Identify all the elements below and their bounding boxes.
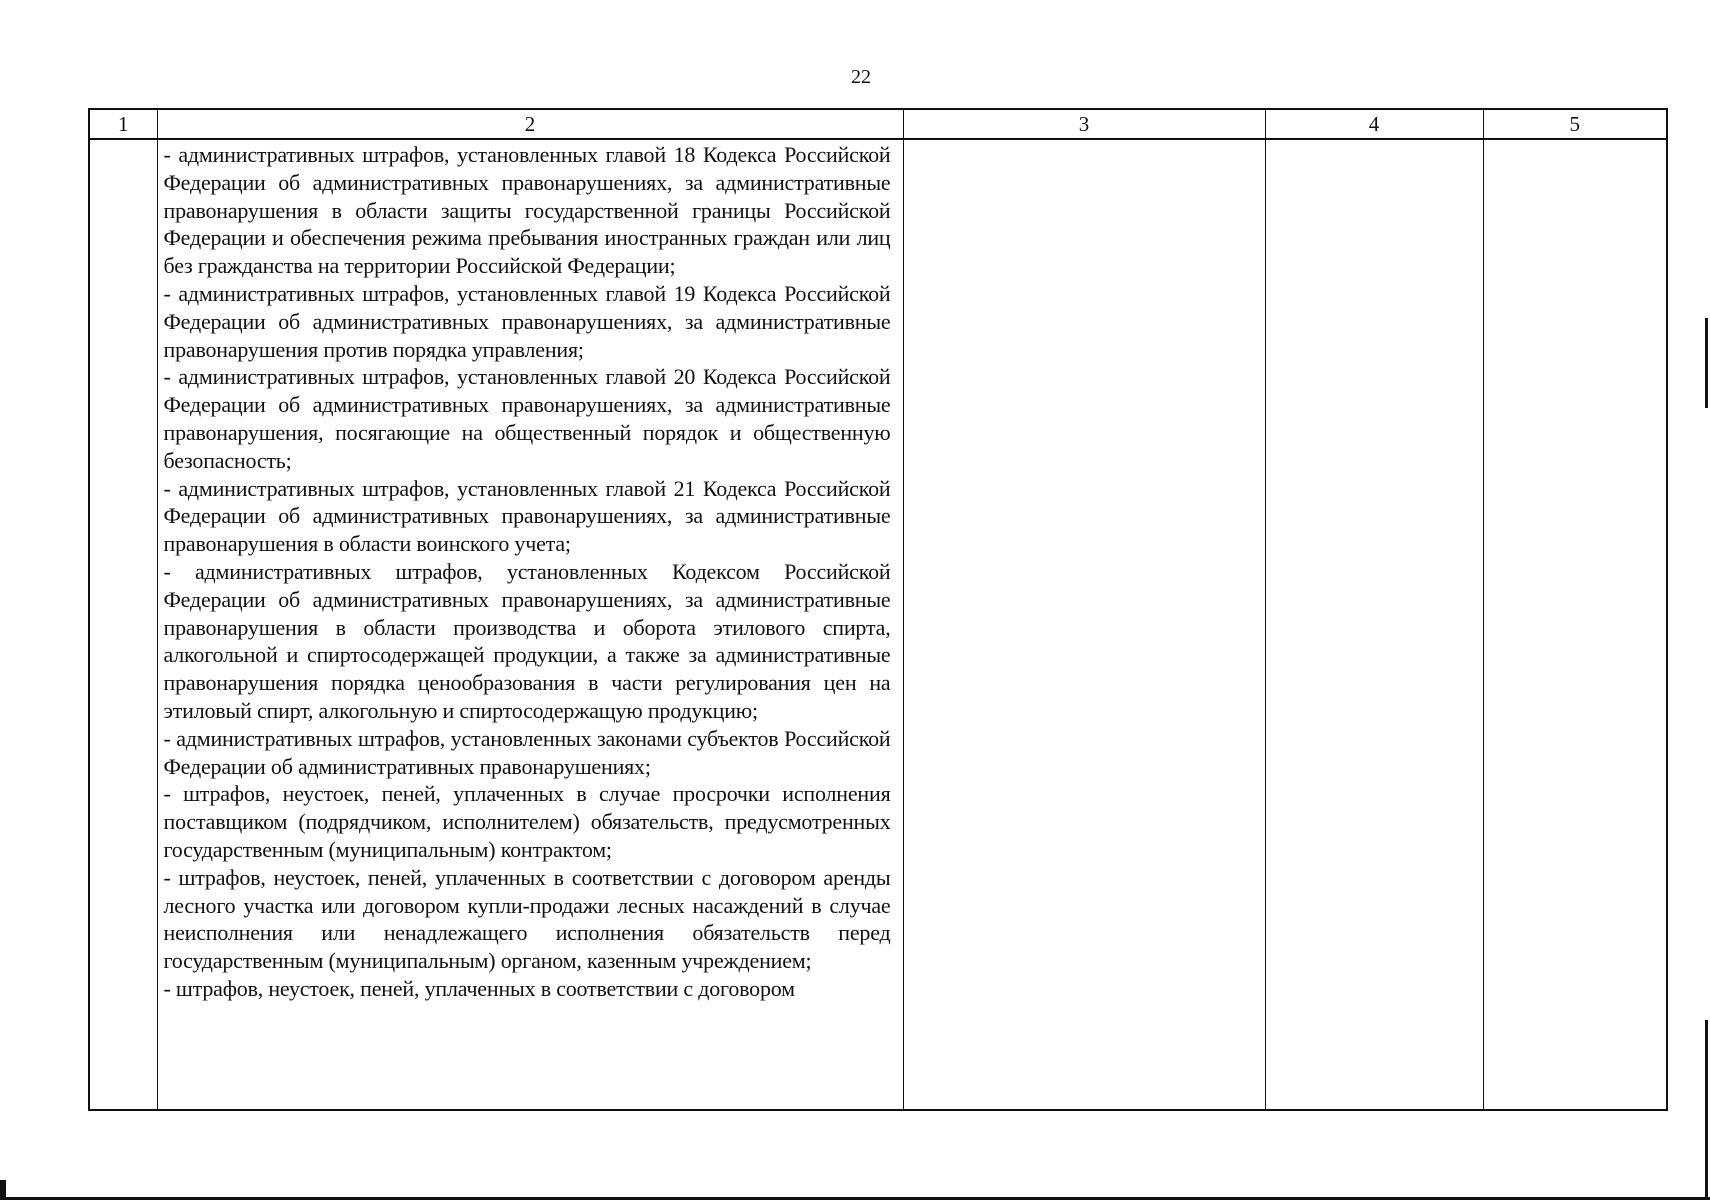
- document-table: [88, 108, 1668, 1111]
- list-item: - административных штрафов, установленных главой 19 Кодекса Российской Федерации об административных правонарушениях, за административные правонарушения против порядка управления;: [163, 280, 891, 362]
- column-number-5: 5: [1483, 109, 1667, 139]
- column-number-4: 4: [1265, 109, 1483, 139]
- list-item: - административных штрафов, установленных главой 18 Кодекса Российской Федерации об административных правонарушениях, за административные правонарушения в области защиты государственной границы Российской Федерации и обеспечения режима пребывания иностранных граждан или лиц без гражданства на территории Российской Федерации;: [163, 142, 891, 279]
- list-item: - штрафов, неустоек, пеней, уплаченных в соответствии с договором: [163, 975, 795, 1001]
- list-item: - административных штрафов, установленных главой 21 Кодекса Российской Федерации об административных правонарушениях, за административные правонарушения в области воинского учета;: [163, 475, 891, 557]
- cell-column-5: [1483, 139, 1667, 1110]
- cell-column-4: [1265, 139, 1483, 1110]
- list-item: - штрафов, неустоек, пеней, уплаченных в случае просрочки исполнения поставщиком (подрядчиком, исполнителем) обязательств, предусмотренных государственным (муниципальным) контрактом;: [163, 781, 891, 862]
- list-item: - штрафов, неустоек, пеней, уплаченных в соответствии с договором аренды лесного участка или договором купли-продажи лесных насаждений в случае неисполнения или ненадлежащего исполнения обязательств перед государственным (муниципальным) органом, казенным учреждением;: [163, 864, 891, 974]
- list-item: - административных штрафов, установленных главой 20 Кодекса Российской Федерации об административных правонарушениях, за административные правонарушения, посягающие на общественный порядок и общественную безопасность;: [163, 364, 891, 473]
- table-row: [89, 139, 1667, 1110]
- page-number: 22: [851, 66, 871, 88]
- cell-column-3: [903, 139, 1265, 1110]
- column-number-row: [89, 109, 1667, 139]
- column-number-1: 1: [89, 109, 157, 139]
- column-number-2: 2: [157, 109, 903, 139]
- cell-column-1: [89, 139, 157, 1110]
- list-item: - административных штрафов, установленных законами субъектов Российской Федерации об административных правонарушениях;: [163, 725, 891, 779]
- column-number-3: 3: [903, 109, 1265, 139]
- list-item: - административных штрафов, установленных Кодексом Российской Федерации об административных правонарушениях, за административные правонарушения в области производства и оборота этилового спирта, алкогольной и спиртосодержащей продукции, а также за административные правонарушения порядка ценообразования в части регулирования цен на этиловый спирт, алкогольную и спиртосодержащую продукцию;: [163, 558, 891, 723]
- scan-edge-mark-bottom: [1705, 1020, 1708, 1200]
- cell-column-2: [157, 139, 903, 1110]
- scan-edge-mark-top: [1705, 318, 1708, 408]
